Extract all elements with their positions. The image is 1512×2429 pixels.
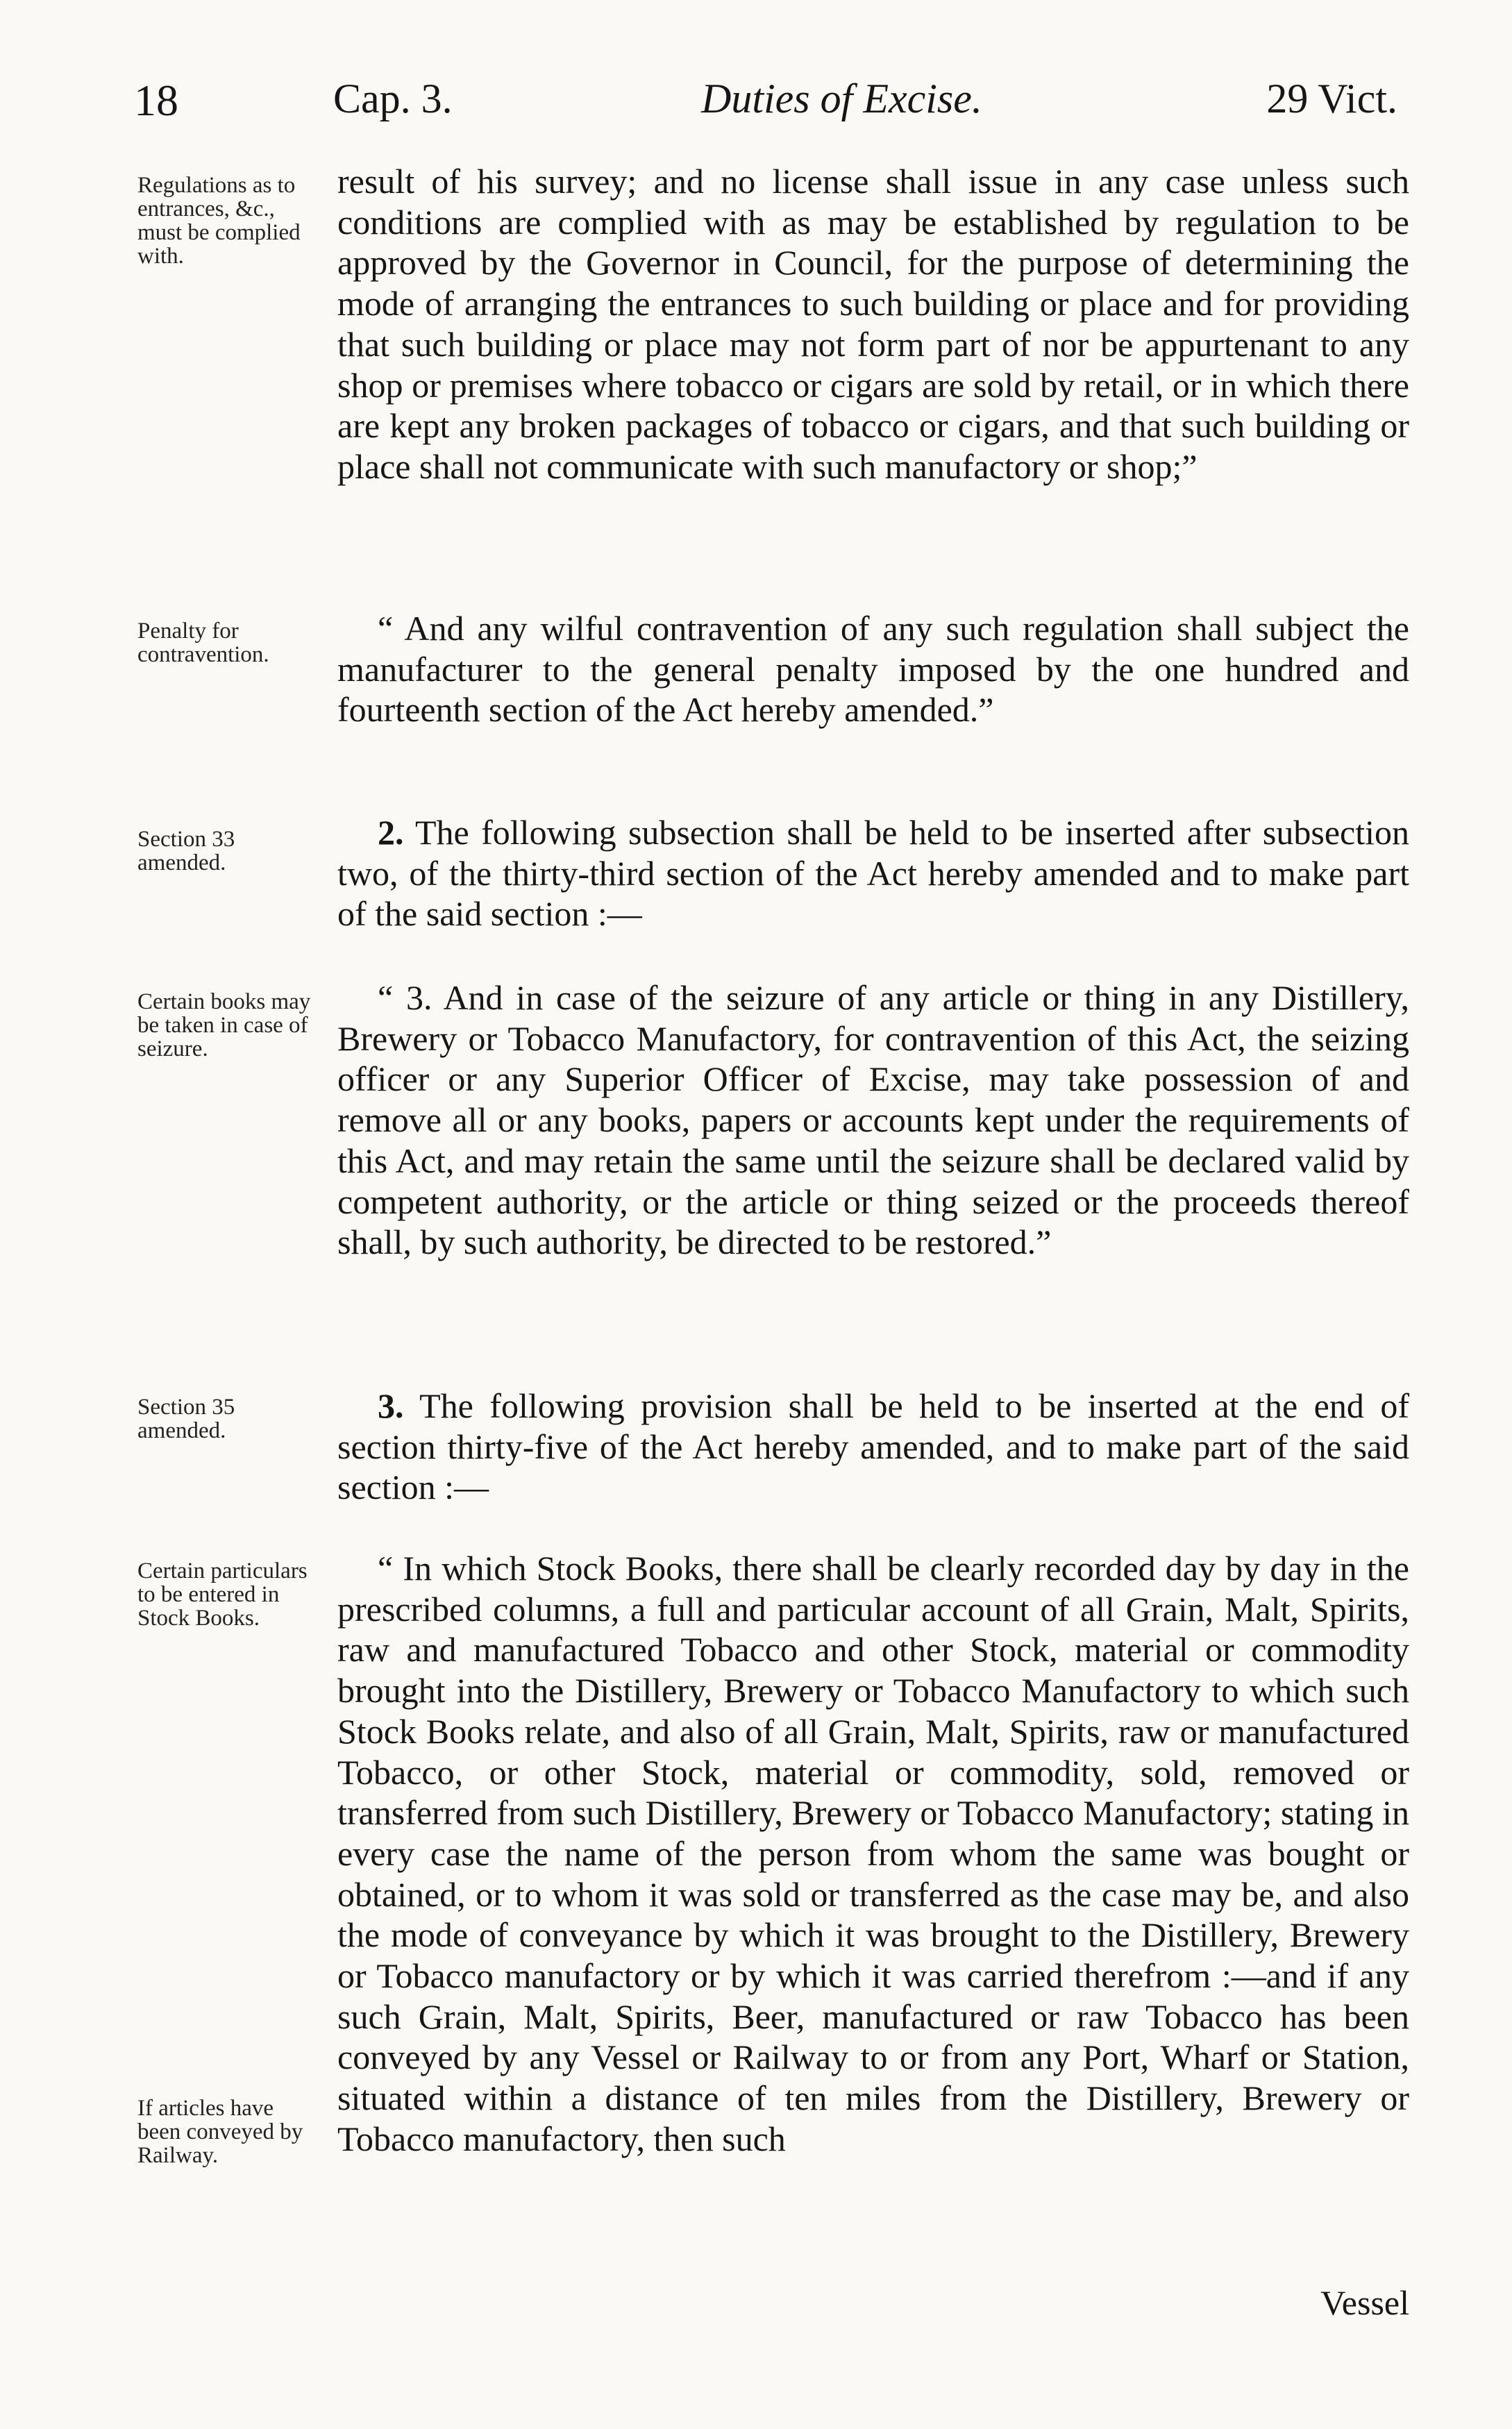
section-text: The following provision shall be held to be inserted at the end of section thirty-five of the Act hereby amended, and to make part of the said section :—: [337, 1386, 1409, 1507]
catchword: Vessel: [1320, 2283, 1409, 2322]
page-title: Duties of Excise.: [701, 76, 982, 121]
section-number: 2.: [378, 813, 404, 852]
paragraph: “ In which Stock Books, there shall be clearly recorded day by day in the prescribed columns, a full and particular account of all Grain, Malt, Spirits, raw and manufactured Tobacco and other Stock, material or commodity brought into the Distillery, Brewery or Tobacco Manufactory to which such Stock Books relate, and also of all Grain, Malt, Spirits, raw or manufactured Tobacco, or other Stock, material or commodity, sold, removed or transferred from such Distillery, Brewery or Tobacco Manufactory; stating in every case the name of the person from whom the same was bought or obtained, or to whom it was sold or transferred as the case may be, and also the mode of conveyance by which it was brought to the Distillery, Brewery or Tobacco manufactory or by which it was carried therefrom :—and if any such Grain, Malt, Spirits, Beer, manufactured or raw Tobacco has been conveyed by any Vessel or Railway to or from any Port, Wharf or Station, situated within a distance of ten miles from the Distillery, Brewery or Tobacco manufactory, then such: [337, 1549, 1409, 2158]
margin-note: Section 33 amended.: [137, 827, 235, 875]
margin-note: Section 35 amended.: [137, 1395, 235, 1443]
paragraph: [337, 812, 1409, 934]
margin-note: Regulations as to entrances, &c., must be complied with.: [137, 173, 301, 269]
margin-note: Certain particulars to be entered in Stock Books.: [137, 1558, 308, 1631]
regnal-year: 29 Vict.: [1266, 76, 1397, 121]
margin-note: Certain books may be taken in case of seizure.: [137, 989, 311, 1061]
paragraph: “ 3. And in case of the seizure of any article or thing in any Distillery, Brewery or Tobacco Manufactory, for contravention of this Act, the seizing officer or any Superior Officer of Excise, may take possession of and remove all or any books, papers or accounts kept under the requirements of this Act, and may retain the same until the seizure shall be declared valid by competent authority, or the article or thing seized or the proceeds thereof shall, by such authority, be directed to be restored.”: [337, 978, 1409, 1262]
page-number: 18: [134, 76, 178, 125]
paragraph: [337, 1386, 1409, 1508]
paragraph: “ And any wilful contravention of any such regulation shall subject the manufacturer to the general penalty imposed by the one hundred and fourteenth section of the Act hereby amended.”: [337, 609, 1409, 730]
section-text: The following subsection shall be held to be inserted after subsection two, of the thirty-third section of the Act hereby amended and to make part of the said section :—: [337, 813, 1409, 934]
margin-note: Penalty for contravention.: [137, 619, 269, 667]
chapter-label: Cap. 3.: [333, 76, 453, 121]
section-number: 3.: [378, 1386, 404, 1425]
paragraph: result of his survey; and no license shall issue in any case unless such conditions are complied with as may be established by regulation to be approved by the Governor in Council, for the purpose of determining the mode of arranging the entrances to such building or place and for providing that such building or place may not form part of nor be appurtenant to any shop or premises where tobacco or cigars are sold by retail, or in which there are kept any broken packages of tobacco or cigars, and that such building or place shall not communicate with such manufactory or shop;”: [337, 162, 1409, 486]
margin-note: If articles have been conveyed by Railway.: [137, 2096, 303, 2168]
running-header: [0, 75, 1512, 131]
